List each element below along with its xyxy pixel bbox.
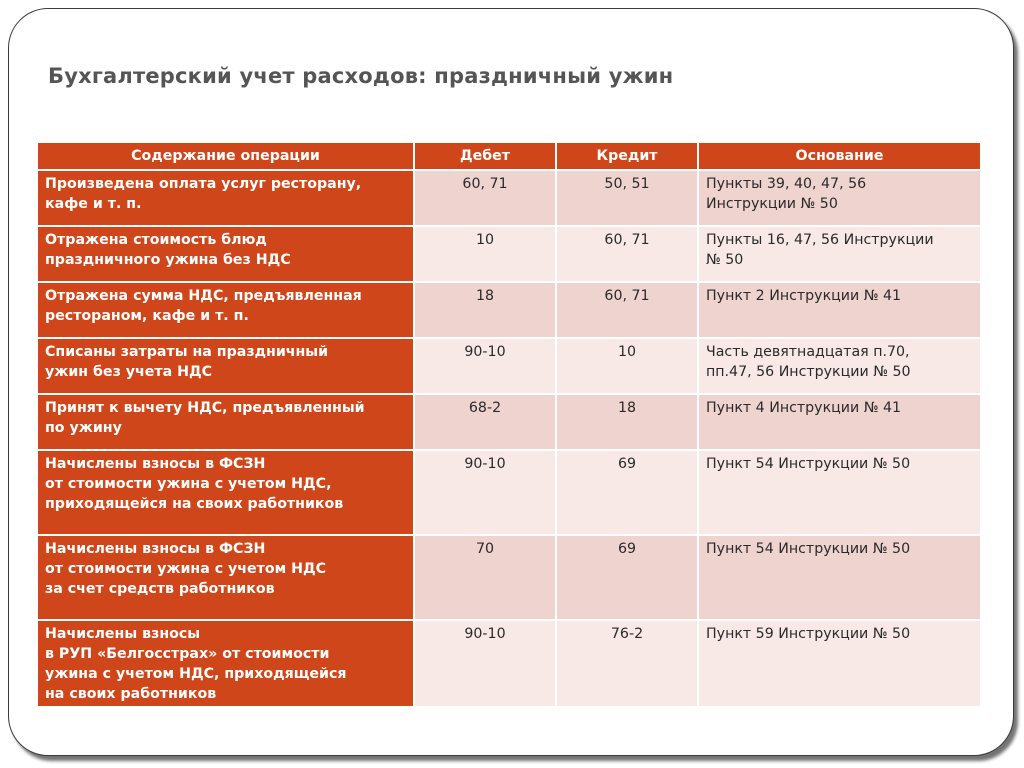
table-row [37,450,981,535]
operation-line: за счет средств работников [45,581,275,597]
operation-cell [37,282,414,338]
basis-line: Пункт 4 Инструкции № 41 [706,400,902,416]
operation-cell [37,170,414,226]
basis-line: Пункт 59 Инструкции № 50 [706,626,911,642]
operation-line: от стоимости ужина с учетом НДС, [45,476,332,492]
operation-line: на своих работников [45,686,217,702]
table-header-row [37,142,981,170]
debit-cell: 90-10 [414,620,556,707]
table-row [37,170,981,226]
basis-cell [698,450,981,535]
basis-line: № 50 [706,252,744,268]
credit-cell: 10 [556,338,698,394]
operation-line: Списаны затраты на праздничный [45,344,329,360]
basis-line: Пункты 16, 47, 56 Инструкции [706,232,934,248]
operation-cell [37,226,414,282]
debit-cell: 18 [414,282,556,338]
basis-cell [698,394,981,450]
table-row [37,226,981,282]
credit-cell: 76-2 [556,620,698,707]
operation-line: Отражена сумма НДС, предъявленная [45,288,362,304]
operation-line: кафе и т. п. [45,196,142,212]
header-debit: Дебет [414,142,556,170]
basis-line: пп.47, 56 Инструкции № 50 [706,364,911,380]
table-row [37,535,981,620]
operation-line: приходящейся на своих работников [45,496,344,512]
operation-line: рестораном, кафе и т. п. [45,308,249,324]
operation-line: праздничного ужина без НДС [45,252,291,268]
table-row [37,282,981,338]
credit-cell: 50, 51 [556,170,698,226]
operation-line: Начислены взносы [45,626,201,642]
debit-cell: 90-10 [414,338,556,394]
basis-line: Пункт 54 Инструкции № 50 [706,541,911,557]
table-row [37,338,981,394]
credit-cell: 69 [556,450,698,535]
basis-line: Пункт 54 Инструкции № 50 [706,456,911,472]
basis-cell [698,170,981,226]
basis-line: Пункт 2 Инструкции № 41 [706,288,902,304]
basis-cell [698,535,981,620]
operation-line: ужин без учета НДС [45,364,213,380]
basis-line: Инструкции № 50 [706,196,838,212]
header-credit: Кредит [556,142,698,170]
table-row [37,394,981,450]
table-row [37,620,981,707]
operation-line: Отражена стоимость блюд [45,232,267,248]
credit-cell: 69 [556,535,698,620]
operation-cell [37,535,414,620]
credit-cell: 60, 71 [556,226,698,282]
operation-cell [37,338,414,394]
basis-cell [698,226,981,282]
debit-cell: 10 [414,226,556,282]
basis-cell [698,620,981,707]
operation-cell [37,450,414,535]
operation-line: Начислены взносы в ФСЗН [45,456,266,472]
operation-line: ужина с учетом НДС, приходящейся [45,666,347,682]
credit-cell: 18 [556,394,698,450]
operation-cell [37,620,414,707]
basis-cell [698,282,981,338]
operation-line: Принят к вычету НДС, предъявленный [45,400,365,416]
header-operation: Содержание операции [37,142,414,170]
operation-line: Произведена оплата услуг ресторану, [45,176,362,192]
debit-cell: 60, 71 [414,170,556,226]
slide-title: Бухгалтерский учет расходов: праздничный ужин [48,64,674,88]
operations-table [36,141,982,708]
debit-cell: 68-2 [414,394,556,450]
operation-line: от стоимости ужина с учетом НДС [45,561,327,577]
header-basis: Основание [698,142,981,170]
operation-cell [37,394,414,450]
basis-cell [698,338,981,394]
operation-line: в РУП «Белгосстрах» от стоимости [45,646,330,662]
basis-line: Пункты 39, 40, 47, 56 [706,176,867,192]
operation-line: по ужину [45,420,122,436]
debit-cell: 90-10 [414,450,556,535]
credit-cell: 60, 71 [556,282,698,338]
basis-line: Часть девятнадцатая п.70, [706,344,910,360]
debit-cell: 70 [414,535,556,620]
operation-line: Начислены взносы в ФСЗН [45,541,266,557]
